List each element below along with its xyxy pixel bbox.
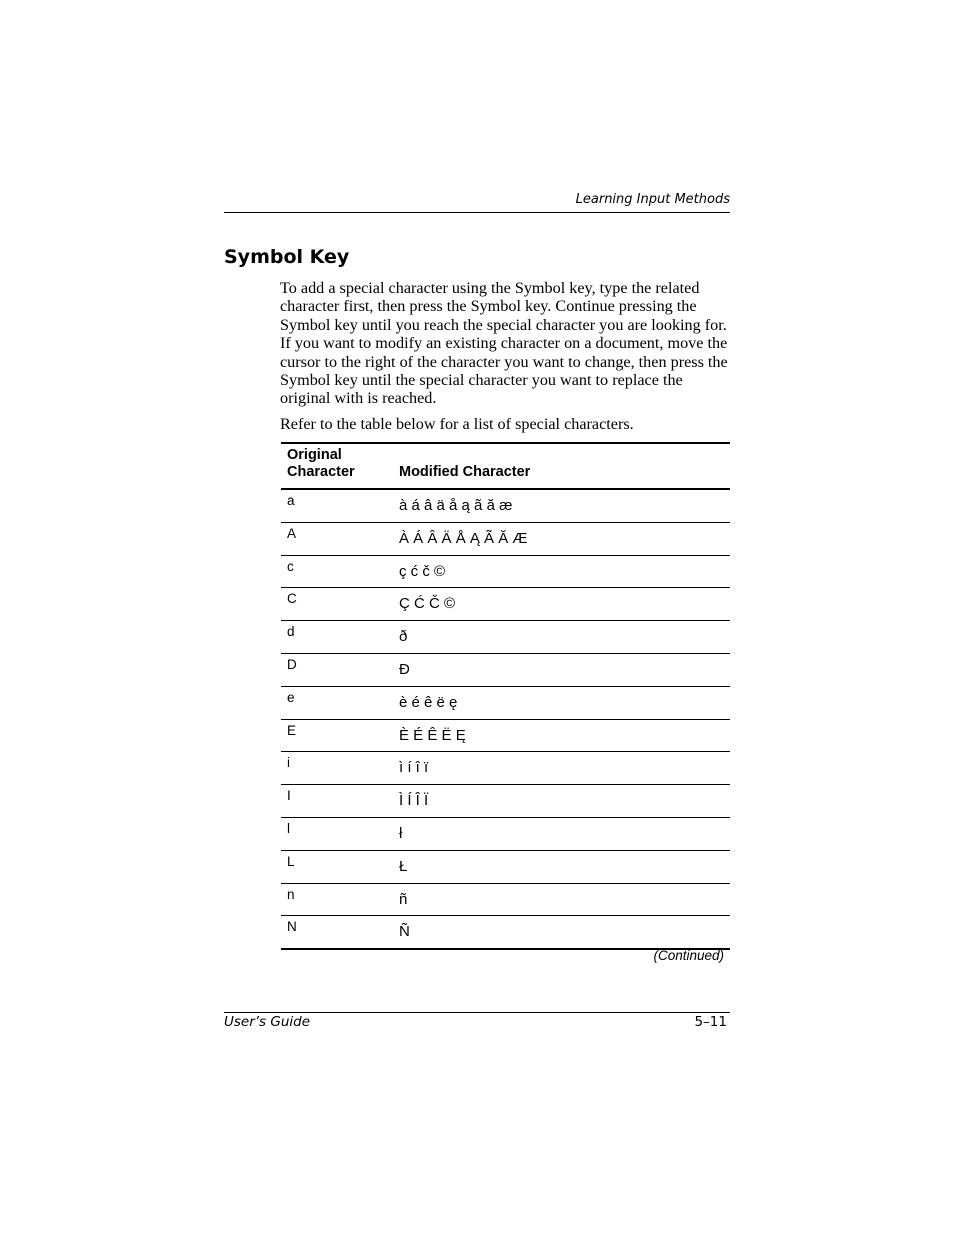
- table-row: [281, 654, 730, 687]
- table-row: [281, 523, 730, 556]
- modified-characters: Ç Ć Č ©: [399, 595, 456, 613]
- table-row: [281, 884, 730, 917]
- modified-characters: Ñ: [399, 923, 410, 941]
- original-character: D: [287, 656, 297, 672]
- modified-characters: ł: [399, 824, 403, 842]
- original-character: n: [287, 886, 295, 902]
- table-row: [281, 916, 730, 950]
- original-character: E: [287, 722, 297, 738]
- modified-characters: è é ê ë ę: [399, 693, 458, 711]
- intro-paragraph: To add a special character using the Symbol key, type the related character first, then press the Symbol key. Continue pressing the Symbol key until you reach the special character you are looking for. If you want to modify an existing character on a document, move the cursor to the right of the character you want to change, then press the Symbol key until the special character you want to replace the original with is reached.: [280, 279, 728, 408]
- modified-characters: à á â ä å ą ã ă æ: [399, 497, 513, 514]
- original-character: L: [287, 853, 295, 869]
- modified-characters: Ì Í Î Ï: [399, 792, 429, 810]
- table-row: [281, 621, 730, 654]
- modified-characters: È É Ê Ë Ę: [399, 726, 466, 744]
- section-title: Symbol Key: [224, 246, 350, 268]
- original-character: i: [287, 755, 290, 771]
- table-row: [281, 785, 730, 818]
- modified-characters: À Á Â Ä Å Ą Ã Ă Æ: [399, 529, 528, 547]
- original-character: e: [287, 689, 295, 705]
- header-modified-character: Modified Character: [399, 464, 531, 480]
- modified-characters: Đ: [399, 660, 410, 678]
- original-character: d: [287, 624, 295, 640]
- table-row: [281, 851, 730, 884]
- original-character: N: [287, 919, 297, 935]
- header-rule: [224, 212, 730, 213]
- table-row: [281, 687, 730, 720]
- original-character: l: [287, 820, 290, 836]
- original-character: C: [287, 591, 297, 607]
- running-header: Learning Input Methods: [575, 192, 730, 207]
- original-character: a: [287, 493, 295, 508]
- original-character: c: [287, 558, 294, 574]
- header-original-character: Original Character: [287, 447, 355, 480]
- modified-characters: Ł: [399, 857, 408, 875]
- page-number: 5–11: [694, 1014, 727, 1030]
- continued-note: (Continued): [653, 948, 724, 963]
- table-row: [281, 752, 730, 785]
- table-intro-paragraph: Refer to the table below for a list of special characters.: [280, 415, 634, 433]
- table-row: [281, 556, 730, 589]
- symbol-table: [281, 442, 730, 950]
- modified-characters: ç ć č ©: [399, 562, 446, 580]
- table-row: [281, 720, 730, 753]
- original-character: A: [287, 525, 297, 541]
- modified-characters: ð: [399, 628, 408, 646]
- table-row: [281, 818, 730, 851]
- modified-characters: ñ: [399, 890, 408, 908]
- table-header: [281, 444, 730, 490]
- table-row: [281, 490, 730, 523]
- table-row: [281, 588, 730, 621]
- footer-guide-title: User’s Guide: [224, 1014, 311, 1030]
- original-character: I: [287, 788, 291, 804]
- modified-characters: ì í î ï: [399, 759, 429, 777]
